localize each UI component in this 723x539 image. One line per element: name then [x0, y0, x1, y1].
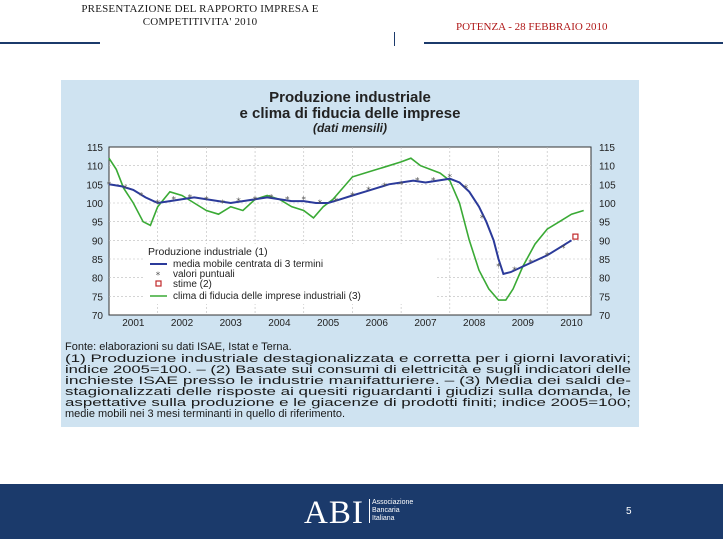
series-point-punti: * — [544, 251, 550, 262]
x-tick-label: 2004 — [268, 318, 291, 329]
y-tick-label-right: 115 — [599, 143, 615, 154]
series-point-punti: * — [528, 258, 533, 269]
series-point-punti: * — [366, 185, 371, 196]
y-tick-label-left: 80 — [91, 273, 103, 285]
y-tick-label-right: 70 — [599, 311, 611, 322]
series-point-punti: * — [122, 184, 128, 195]
y-tick-label-right: 95 — [599, 217, 611, 229]
chart-note-line: (1) Produzione industriale destagionalizzata e corretta per i giorni lavorativi; — [65, 353, 631, 365]
abi-org-name — [372, 499, 413, 523]
series-point-punti: * — [496, 262, 501, 273]
series-point-punti: * — [317, 199, 323, 209]
series-point-punti: * — [398, 180, 404, 191]
y-tick-label-left: 75 — [91, 292, 103, 304]
series-point-punti: * — [138, 191, 144, 202]
page-number: 5 — [626, 506, 632, 517]
chart-note-line: medie mobili nei 3 mesi terminanti in quello di riferimento. — [65, 408, 346, 420]
series-point-punti: * — [106, 180, 112, 191]
x-tick-label: 2005 — [316, 318, 340, 329]
legend-label-stime: stime (2) — [173, 279, 212, 290]
legend-title: Produzione industriale (1) — [148, 246, 268, 258]
series-point-punti: * — [155, 199, 160, 209]
series-point-punti: * — [350, 191, 355, 202]
org-line3: Italiana — [372, 515, 395, 522]
series-point-punti: * — [171, 195, 177, 206]
header-rule-right — [424, 42, 723, 44]
series-point-punti: * — [479, 213, 485, 224]
org-line2: Bancaria — [372, 507, 400, 514]
x-tick-label: 2002 — [170, 318, 194, 329]
y-tick-label-left: 95 — [91, 217, 103, 229]
series-point-punti: * — [447, 172, 453, 183]
header-rule-left — [0, 42, 100, 44]
x-tick-label: 2003 — [219, 318, 242, 329]
legend-label-media: media mobile centrata di 3 termini — [173, 259, 324, 270]
legend-swatch-punti: * — [155, 271, 161, 281]
chart-note-line: stagionalizzati delle risposte ai quesiti riguardanti i giudizi sulla domanda, le — [65, 386, 631, 398]
series-point-punti: * — [333, 197, 339, 208]
x-tick-label: 2007 — [414, 318, 437, 329]
y-tick-label-right: 110 — [599, 161, 615, 173]
series-point-punti: * — [414, 176, 420, 187]
series-point-punti: * — [431, 176, 436, 187]
y-tick-label-right: 85 — [599, 255, 611, 266]
series-point-punti: * — [187, 193, 193, 204]
series-point-punti: * — [204, 195, 209, 206]
presentation-title — [40, 3, 360, 29]
series-point-punti: * — [382, 182, 387, 193]
abi-logo: ABI — [304, 495, 364, 531]
chart — [61, 80, 639, 427]
chart-source-note: Fonte: elaborazioni su dati ISAE, Istat e Terna. — [65, 341, 292, 353]
y-tick-label-left: 85 — [91, 255, 103, 266]
logo-divider — [369, 499, 370, 523]
x-tick-label: 2006 — [365, 318, 388, 329]
y-tick-label-right: 75 — [599, 292, 611, 304]
header-divider — [394, 32, 395, 46]
series-point-punti: * — [512, 266, 517, 277]
chart-note-line: indice 2005=100. – (2) Basate sui consumi di elettricità e sugli indicatori delle — [65, 364, 631, 376]
chart-note-line: inchieste ISAE presso le industrie manifatturiere. – (3) Media dei saldi de- — [65, 375, 632, 387]
chart-title: Produzione industriale — [269, 89, 431, 106]
org-line1: Associazione — [372, 499, 414, 506]
presentation-title-line1: PRESENTAZIONE DEL RAPPORTO IMPRESA E — [81, 3, 319, 15]
series-point-punti: * — [268, 193, 274, 204]
series-point-punti: * — [301, 195, 306, 206]
series-point-punti: * — [463, 184, 469, 195]
series-point-punti: * — [236, 197, 241, 208]
y-tick-label-right: 105 — [599, 180, 616, 192]
y-tick-label-left: 110 — [87, 161, 103, 173]
y-tick-label-right: 100 — [599, 199, 616, 210]
series-point-punti: * — [252, 195, 258, 206]
legend-label-punti: valori puntuali — [173, 269, 235, 280]
x-tick-label: 2009 — [511, 318, 534, 329]
x-tick-label: 2008 — [463, 318, 486, 329]
y-tick-label-left: 115 — [87, 143, 103, 154]
series-point-punti: * — [560, 243, 566, 254]
presentation-title-line2: COMPETITIVITA' 2010 — [142, 16, 258, 28]
chart-title-line2: e clima di fiducia delle imprese — [239, 105, 461, 122]
y-tick-label-right: 90 — [599, 236, 611, 248]
series-point-punti: * — [284, 195, 290, 206]
y-tick-label-left: 100 — [86, 199, 103, 210]
series-point-punti: * — [220, 199, 225, 209]
event-label: POTENZA - 28 FEBBRAIO 2010 — [456, 21, 608, 33]
x-tick-label: 2001 — [122, 318, 145, 329]
y-tick-label-left: 90 — [91, 236, 103, 248]
chart-subtitle: (dati mensili) — [312, 121, 388, 135]
y-tick-label-right: 80 — [599, 273, 611, 285]
y-tick-label-left: 105 — [86, 180, 103, 192]
y-tick-label-left: 70 — [91, 311, 103, 322]
x-tick-label: 2010 — [560, 318, 583, 329]
legend-label-clima: clima di fiducia delle imprese industriali (3) — [173, 291, 361, 302]
chart-note-line: aspettative sulla produzione e le giacenze di prodotti finiti; indice 2005=100; — [65, 397, 631, 409]
